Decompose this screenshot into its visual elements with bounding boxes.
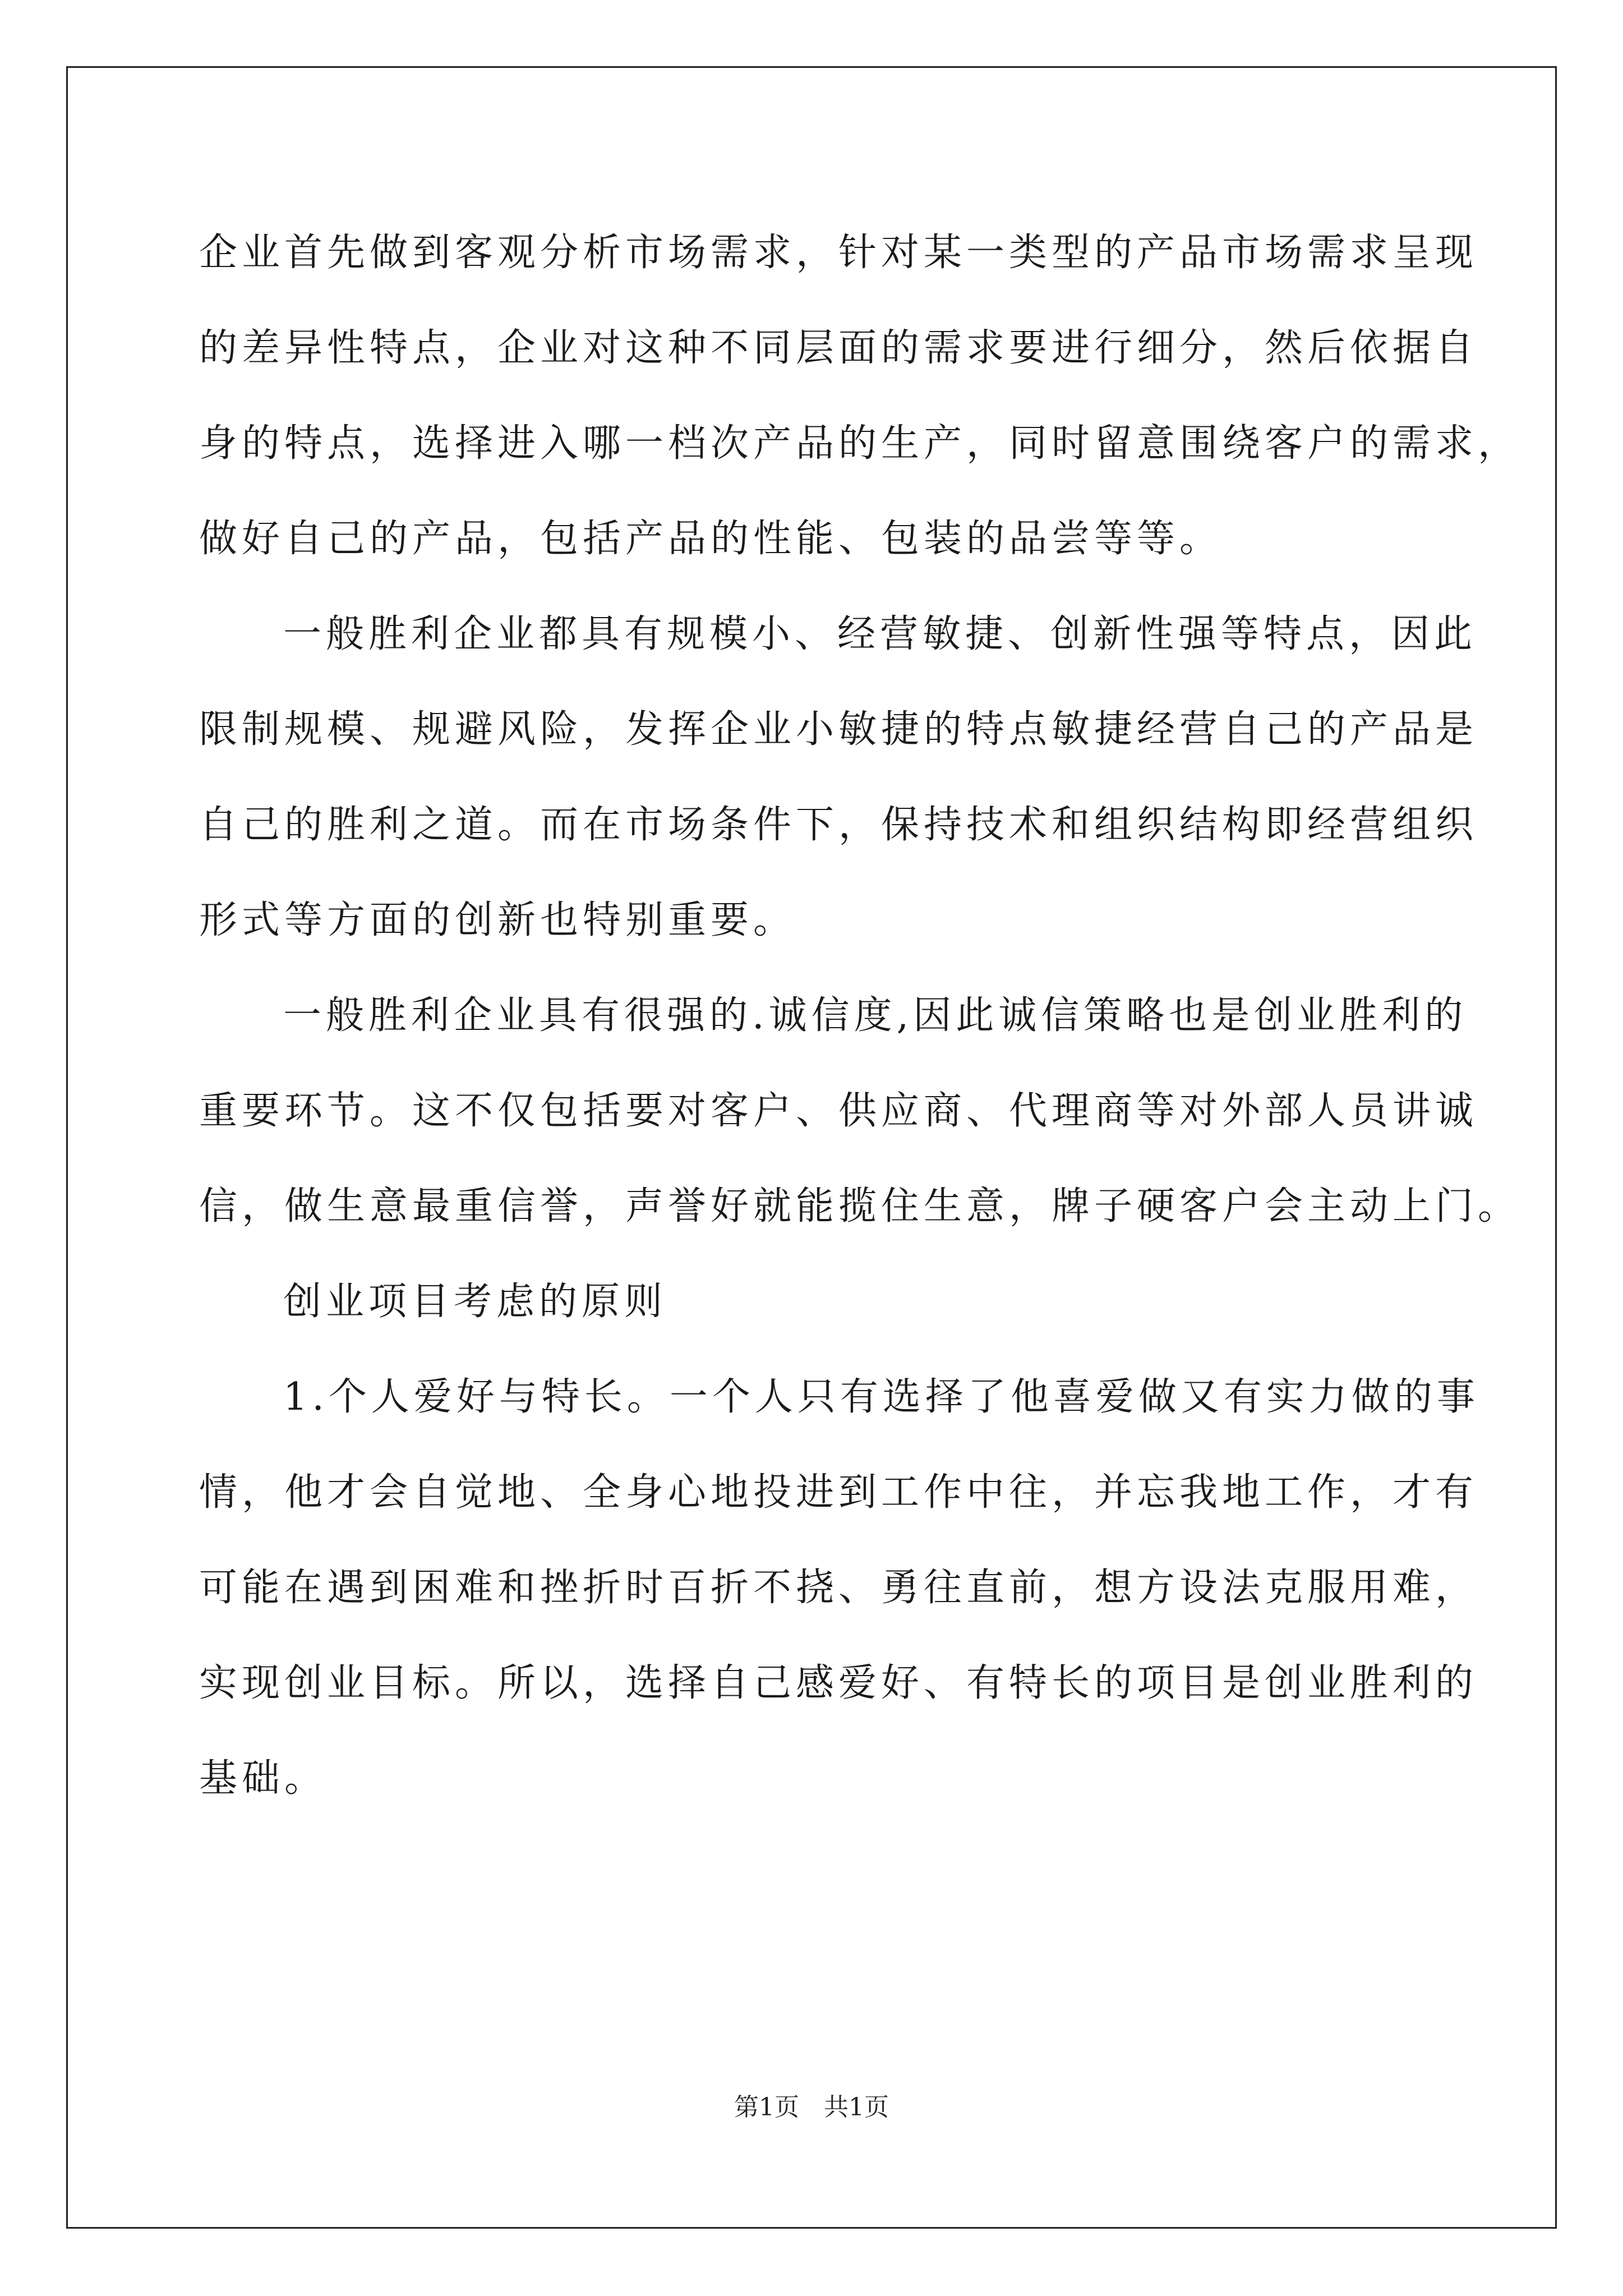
text-line: 限制规模、规避风险，发挥企业小敏捷的特点敏捷经营自己的产品是 <box>199 707 1478 752</box>
paragraph-start-line: 1.个人爱好与特长。一个人只有选择了他喜爱做又有实力做的事 <box>283 1375 1479 1419</box>
text-line: 的差异性特点，企业对这种不同层面的需求要进行细分，然后依据自 <box>199 326 1478 370</box>
paragraph-start-line: 一般胜利企业都具有规模小、经营敏捷、创新性强等特点，因此 <box>283 612 1477 656</box>
text-line: 情，他才会自觉地、全身心地投进到工作中往，并忘我地工作，才有 <box>199 1470 1478 1515</box>
page-number-footer: 第1页 共1页 <box>734 2093 889 2122</box>
text-line: 基础。 <box>199 1756 328 1801</box>
text-line: 重要环节。这不仅包括要对客户、供应商、代理商等对外部人员讲诚 <box>199 1089 1478 1133</box>
text-line: 做好自己的产品，包括产品的性能、包装的品尝等等。 <box>199 517 1223 561</box>
text-line: 信，做生意最重信誉，声誉好就能揽住生意，牌子硬客户会主动上门。 <box>199 1184 1521 1228</box>
text-line: 自己的胜利之道。而在市场条件下，保持技术和组织结构即经营组织 <box>199 803 1478 847</box>
text-line: 形式等方面的创新也特别重要。 <box>199 898 796 942</box>
paragraph-start-line: 一般胜利企业具有很强的.诚信度,因此诚信策略也是创业胜利的 <box>283 993 1468 1038</box>
section-heading: 创业项目考虑的原则 <box>283 1280 667 1324</box>
text-line: 实现创业目标。所以，选择自己感爱好、有特长的项目是创业胜利的 <box>199 1661 1478 1705</box>
document-body <box>199 224 1521 1846</box>
text-line: 企业首先做到客观分析市场需求，针对某一类型的产品市场需求呈现 <box>199 231 1478 275</box>
text-line: 身的特点，选择进入哪一档次产品的生产，同时留意围绕客户的需求， <box>199 421 1521 466</box>
text-line: 可能在遇到困难和挫折时百折不挠、勇往直前，想方设法克服用难， <box>199 1566 1478 1610</box>
